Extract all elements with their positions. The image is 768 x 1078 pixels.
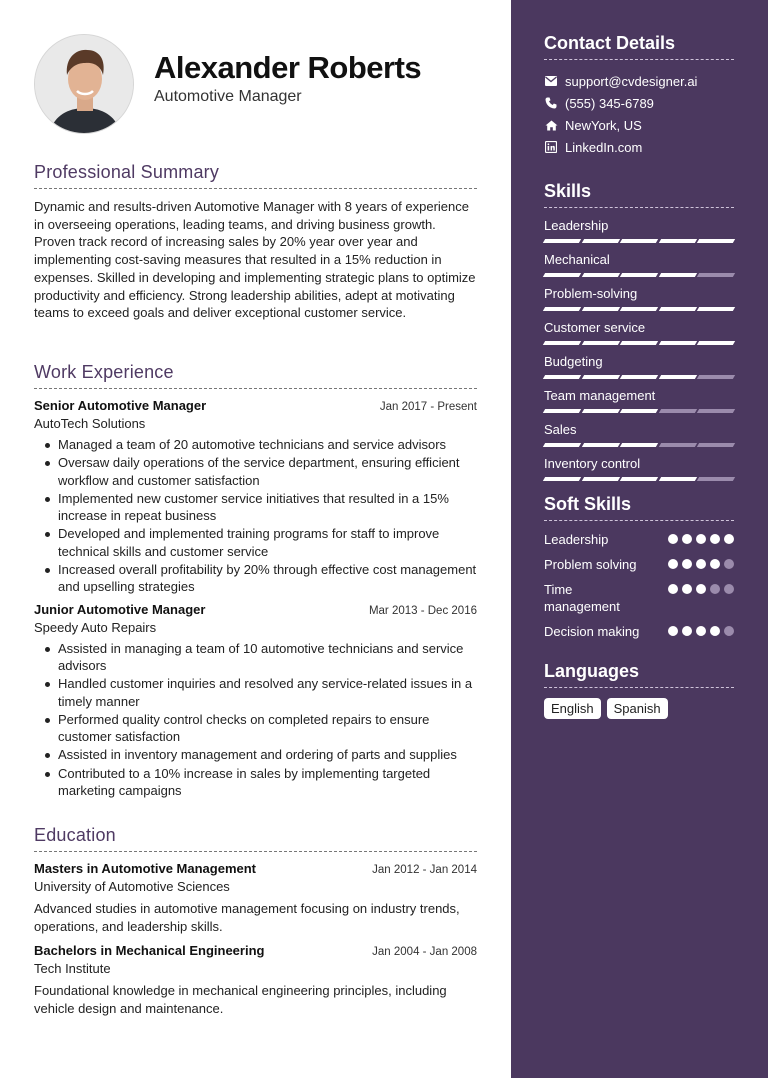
soft-skill-name: Leadership: [544, 532, 609, 547]
profile-photo-icon: [35, 35, 134, 134]
skill-level-segment: [697, 443, 735, 447]
candidate-role: Automotive Manager: [154, 88, 302, 105]
rating-dot: [682, 534, 692, 544]
job-bullet: Assisted in inventory management and ordering of parts and supplies: [44, 746, 477, 763]
job-bullet: Increased overall profitability by 20% through effective cost management and upselling strategies: [44, 561, 477, 596]
skill-level-segment: [581, 477, 619, 481]
phone-icon: [544, 96, 558, 110]
soft-skill-rating: [668, 534, 734, 544]
skill-level-segment: [581, 239, 619, 243]
skill-level-segment: [620, 273, 658, 277]
rating-dot: [710, 584, 720, 594]
skill-name: Problem-solving: [544, 286, 638, 301]
job-bullet: Performed quality control checks on completed repairs to ensure customer satisfaction: [44, 711, 477, 746]
soft-skills-section: [544, 494, 734, 648]
soft-skill-rating: [668, 584, 734, 594]
rating-dot: [682, 626, 692, 636]
soft-skill-name: Decision making: [544, 624, 640, 639]
skill-item: [544, 456, 734, 481]
skill-level-segment: [581, 443, 619, 447]
skill-level-segment: [543, 307, 581, 311]
skill-level-bar: [544, 477, 734, 481]
skill-level-segment: [659, 409, 697, 413]
skill-name: Customer service: [544, 320, 646, 335]
skill-level-segment: [659, 477, 697, 481]
skills-section: [544, 181, 734, 490]
skill-level-segment: [697, 239, 735, 243]
soft-skill-item: [544, 623, 734, 640]
education-date: Jan 2012 - Jan 2014: [372, 864, 477, 876]
soft-skills-list: [544, 531, 734, 640]
job-entry: [34, 398, 477, 596]
contact-location: [544, 114, 734, 136]
language-tag: Spanish: [607, 698, 668, 719]
rating-dot: [668, 534, 678, 544]
skill-level-bar: [544, 239, 734, 243]
skill-level-bar: [544, 443, 734, 447]
candidate-name: Alexander Roberts: [154, 50, 422, 85]
school-name: University of Automotive Sciences: [34, 879, 230, 894]
skill-name: Mechanical: [544, 252, 610, 267]
rating-dot: [682, 559, 692, 569]
education-entry: [34, 861, 477, 935]
rating-dot: [710, 626, 720, 636]
education-description: Advanced studies in automotive management focusing on industry trends, operations, and leadership skills.: [34, 901, 460, 934]
languages-section: [544, 661, 734, 719]
rating-dot: [696, 626, 706, 636]
skill-level-segment: [543, 409, 581, 413]
skill-level-segment: [620, 443, 658, 447]
rating-dot: [724, 626, 734, 636]
skill-item: [544, 320, 734, 345]
skill-level-segment: [620, 477, 658, 481]
skill-name: Sales: [544, 422, 577, 437]
contact-section: [544, 33, 734, 158]
job-title: Junior Automotive Manager: [34, 601, 206, 617]
skill-level-segment: [659, 273, 697, 277]
skill-level-segment: [697, 477, 735, 481]
avatar: [34, 34, 134, 134]
skill-level-bar: [544, 375, 734, 379]
resume-header: [34, 34, 484, 134]
linkedin-icon: [544, 140, 558, 154]
rating-dot: [710, 534, 720, 544]
degree-title: Masters in Automotive Management: [34, 861, 257, 876]
skill-level-segment: [620, 239, 658, 243]
rating-dot: [696, 534, 706, 544]
skill-level-segment: [620, 307, 658, 311]
skill-level-segment: [659, 341, 697, 345]
phone-text: (555) 345-6789: [565, 95, 654, 111]
job-date: Mar 2013 - Dec 2016: [368, 604, 477, 617]
job-date: Jan 2017 - Present: [379, 401, 477, 413]
education-description: Foundational knowledge in mechanical engineering principles, including vehicle design and maintenance.: [34, 983, 447, 1016]
job-entry: [34, 602, 477, 800]
skill-level-segment: [581, 409, 619, 413]
experience-title: Work Experience: [34, 362, 477, 389]
skill-item: [544, 422, 734, 447]
linkedin-text[interactable]: LinkedIn.com: [565, 139, 643, 155]
skill-item: [544, 286, 734, 311]
sidebar: [511, 0, 768, 1078]
job-bullets: [34, 640, 477, 800]
job-company: Speedy Auto Repairs: [34, 619, 157, 635]
contact-phone: [544, 92, 734, 114]
job-title: Senior Automotive Manager: [34, 398, 207, 413]
language-tag: English: [544, 698, 601, 719]
skill-level-bar: [544, 409, 734, 413]
skills-list: [544, 218, 734, 481]
job-bullets: [34, 436, 477, 596]
skill-name: Leadership: [544, 218, 609, 233]
contact-title: Contact Details: [544, 33, 734, 60]
skill-level-segment: [659, 239, 697, 243]
job-bullet: Developed and implemented training programs for staff to improve technical skills and customer service: [44, 525, 477, 560]
rating-dot: [724, 534, 734, 544]
skill-level-segment: [697, 341, 735, 345]
skill-level-segment: [543, 477, 581, 481]
skill-level-segment: [581, 341, 619, 345]
soft-skill-item: [544, 581, 734, 615]
soft-skill-item: [544, 531, 734, 548]
rating-dot: [696, 559, 706, 569]
job-bullet: Implemented new customer service initiatives that resulted in a 15% increase in repeat business: [44, 490, 477, 525]
skill-level-segment: [659, 443, 697, 447]
summary-title: Professional Summary: [34, 162, 477, 189]
skill-level-segment: [581, 307, 619, 311]
contact-linkedin: [544, 136, 734, 158]
skill-level-segment: [659, 307, 697, 311]
skill-level-bar: [544, 307, 734, 311]
skill-level-segment: [543, 443, 581, 447]
soft-skill-rating: [668, 626, 734, 636]
rating-dot: [724, 559, 734, 569]
soft-skill-item: [544, 556, 734, 573]
skill-level-segment: [620, 341, 658, 345]
education-entry: [34, 943, 477, 1017]
skill-level-segment: [620, 375, 658, 379]
degree-title: Bachelors in Mechanical Engineering: [34, 943, 265, 958]
skill-level-segment: [620, 409, 658, 413]
job-bullet: Managed a team of 20 automotive technicians and service advisors: [44, 436, 477, 453]
skill-level-segment: [697, 409, 735, 413]
skill-item: [544, 354, 734, 379]
education-section: [34, 825, 477, 1025]
skill-name: Inventory control: [544, 456, 641, 471]
rating-dot: [682, 584, 692, 594]
skill-level-bar: [544, 341, 734, 345]
skill-level-segment: [659, 375, 697, 379]
soft-skills-title: Soft Skills: [544, 494, 734, 521]
email-text[interactable]: support@cvdesigner.ai: [565, 73, 698, 89]
education-title: Education: [34, 825, 477, 852]
soft-skill-rating: [668, 559, 734, 569]
soft-skill-name: Problem solving: [544, 557, 637, 572]
experience-section: [34, 362, 477, 805]
rating-dot: [668, 559, 678, 569]
skill-level-segment: [697, 307, 735, 311]
home-icon: [544, 118, 558, 132]
job-bullet: Contributed to a 10% increase in sales by implementing targeted marketing campaigns: [44, 765, 477, 800]
soft-skill-name: Time management: [544, 582, 620, 614]
skills-title: Skills: [544, 181, 734, 208]
skill-name: Budgeting: [544, 354, 603, 369]
rating-dot: [668, 626, 678, 636]
rating-dot: [724, 584, 734, 594]
school-name: Tech Institute: [34, 961, 111, 976]
skill-item: [544, 218, 734, 243]
skill-name: Team management: [544, 388, 656, 403]
skill-level-segment: [543, 273, 581, 277]
job-bullet: Handled customer inquiries and resolved any service-related issues in a timely manner: [44, 675, 477, 710]
job-company: AutoTech Solutions: [34, 416, 146, 431]
contact-email: [544, 70, 734, 92]
skill-level-segment: [581, 375, 619, 379]
education-date: Jan 2004 - Jan 2008: [372, 946, 477, 958]
language-list: [544, 698, 734, 719]
summary-text: Dynamic and results-driven Automotive Manager with 8 years of experience in overseeing operations, leading teams, and driving business growth. Proven track record of increasing sales by 20% year over year and implementing cost-saving measures that resulted in a 15% reduction in expenses. Skilled in developing and implementing strategic plans to optimize productivity and efficiency. Strong leadership abilities, adept at motivating teams to exceed goals and deliver exceptional customer service.: [34, 199, 476, 321]
skill-level-bar: [544, 273, 734, 277]
rating-dot: [668, 584, 678, 594]
skill-level-segment: [543, 341, 581, 345]
job-bullet: Assisted in managing a team of 10 automotive technicians and service advisors: [44, 640, 477, 675]
rating-dot: [710, 559, 720, 569]
languages-title: Languages: [544, 661, 734, 688]
skill-level-segment: [543, 375, 581, 379]
summary-section: [34, 162, 477, 322]
email-icon: [544, 74, 558, 88]
skill-level-segment: [697, 375, 735, 379]
location-text: NewYork, US: [565, 117, 642, 133]
job-bullet: Oversaw daily operations of the service department, ensuring efficient workflow and customer satisfaction: [44, 454, 477, 489]
skill-item: [544, 252, 734, 277]
skill-level-segment: [543, 239, 581, 243]
skill-level-segment: [581, 273, 619, 277]
rating-dot: [696, 584, 706, 594]
skill-level-segment: [697, 273, 735, 277]
skill-item: [544, 388, 734, 413]
